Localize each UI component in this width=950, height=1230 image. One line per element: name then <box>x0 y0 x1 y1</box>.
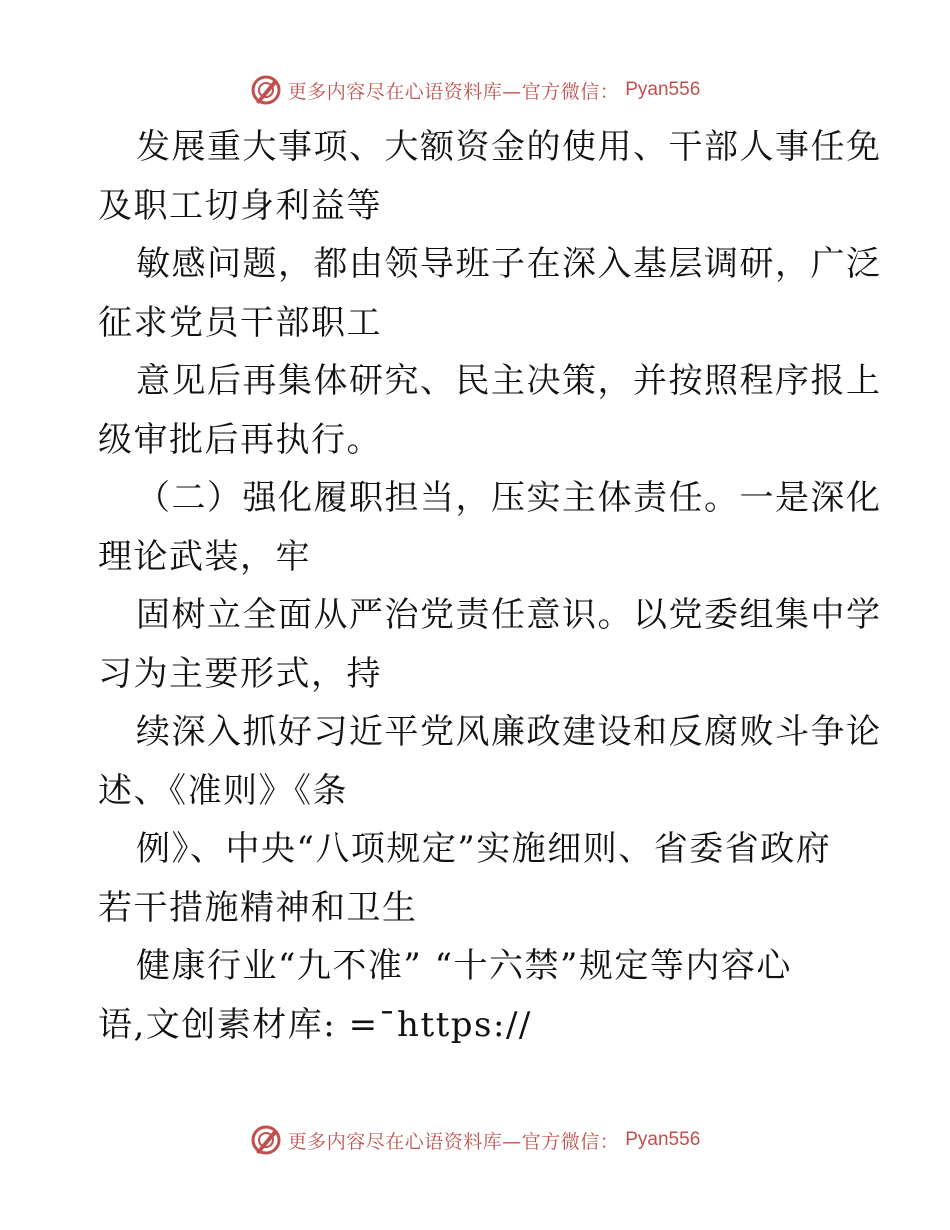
header-watermark <box>0 70 950 110</box>
text-line: 例》、中央“八项规定”实施细则、省委省政府 <box>136 829 832 869</box>
text-line: 语,文创素材库: =¯https:// <box>98 1004 532 1045</box>
text-line: 发展重大事项、大额资金的使用、干部人事任免 <box>136 127 882 167</box>
text-line: 述、《准则》《条 <box>98 770 348 811</box>
quill-logo-icon <box>250 74 282 106</box>
footer-watermark <box>0 1120 950 1160</box>
text-line: 固树立全面从严治党责任意识。以党委组集中学 <box>136 595 882 635</box>
text-line: 若干措施精神和卫生 <box>98 887 418 928</box>
text-line: 敏感问题，都由领导班子在深入基层调研，广泛 <box>136 244 882 284</box>
quill-logo-icon <box>250 1124 282 1156</box>
text-line: 习为主要形式，持 <box>98 653 382 694</box>
text-line: 续深入抓好习近平党风廉政建设和反腐败斗争论 <box>136 712 882 752</box>
text-line: 级审批后再执行。 <box>98 419 382 460</box>
watermark-wechat-id: Pyan556 <box>625 79 701 100</box>
document-body <box>98 118 882 1054</box>
text-line: 及职工切身利益等 <box>98 185 382 226</box>
text-line: 理论武装，牢 <box>98 536 311 577</box>
text-line: （二）强化履职担当，压实主体责任。一是深化 <box>136 478 882 518</box>
text-line: 意见后再集体研究、民主决策，并按照程序报上 <box>136 361 882 401</box>
watermark-wechat-id: Pyan556 <box>625 1129 701 1150</box>
watermark-text: 更多内容尽在心语资料库—官方微信： <box>287 1130 620 1153</box>
text-line: 征求党员干部职工 <box>98 302 382 343</box>
text-line: 健康行业“九不准” “十六禁”规定等内容心 <box>136 946 792 986</box>
watermark-text: 更多内容尽在心语资料库—官方微信： <box>287 80 620 103</box>
